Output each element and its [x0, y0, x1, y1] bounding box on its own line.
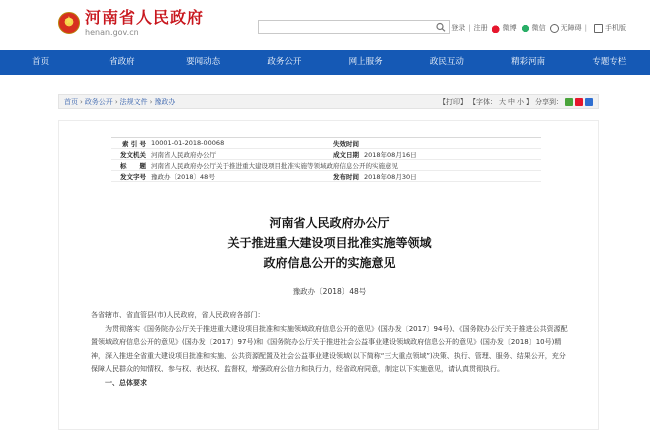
- nav-news[interactable]: 要闻动态: [186, 57, 221, 67]
- meta-value: 10001-01-2018-00068: [151, 139, 225, 147]
- article-title: [59, 213, 600, 273]
- breadcrumb: [64, 97, 175, 107]
- meta-label: 成文日期: [333, 150, 359, 159]
- breadcrumb-bar: [58, 94, 599, 109]
- meta-label: 标 题: [120, 161, 146, 170]
- weibo-icon[interactable]: [492, 24, 501, 33]
- meta-value: 2018年08月16日: [364, 150, 417, 159]
- salutation: 各省辖市、省直管县(市)人民政府，省人民政府各部门：: [91, 311, 265, 319]
- site-domain: henan.gov.cn: [85, 28, 139, 37]
- link-separator: |: [468, 24, 471, 32]
- font-small-button[interactable]: 小: [517, 97, 524, 106]
- nav-topics[interactable]: 专题专栏: [592, 57, 627, 67]
- meta-label: 索 引 号: [121, 139, 146, 148]
- register-link[interactable]: 注册: [473, 24, 488, 32]
- meta-row: [111, 138, 541, 149]
- link-separator: |: [584, 24, 587, 32]
- logo-text: [85, 9, 204, 37]
- share-qq-icon[interactable]: [585, 98, 593, 106]
- document-metadata: [111, 137, 541, 182]
- site-logo[interactable]: [58, 9, 204, 37]
- article-body: [91, 309, 571, 391]
- document-number: 豫政办〔2018〕48号: [292, 287, 367, 296]
- title-line: 关于推进重大建设项目批准实施等领域: [227, 236, 432, 250]
- meta-label: 发布时间: [333, 172, 359, 181]
- top-links: [451, 23, 626, 33]
- search-icon[interactable]: [435, 22, 447, 32]
- breadcrumb-regulations[interactable]: 法规文件: [119, 97, 148, 106]
- meta-row: [111, 149, 541, 160]
- breadcrumb-gov-affairs[interactable]: 政务公开: [84, 97, 113, 106]
- meta-row: [111, 171, 541, 182]
- mobile-icon[interactable]: [594, 24, 603, 33]
- nav-home[interactable]: 首页: [32, 57, 50, 67]
- wechat-link[interactable]: 微信: [531, 24, 546, 32]
- meta-label: 发文字号: [120, 172, 146, 181]
- meta-label: 发文机关: [120, 150, 146, 159]
- breadcrumb-arrow-icon: ›: [149, 97, 153, 106]
- print-button[interactable]: 【打印】: [439, 97, 467, 106]
- nav-henan[interactable]: 精彩河南: [511, 57, 546, 67]
- section-heading: 一、总体要求: [105, 378, 147, 387]
- weibo-link[interactable]: 微博: [502, 24, 517, 32]
- login-link[interactable]: 登录: [451, 24, 466, 32]
- title-line: 政府信息公开的实施意见: [263, 256, 396, 270]
- body-paragraph: 为贯彻落实《国务院办公厅关于推进重大建设项目批准和实施领域政府信息公开的意见》(国办发〔2017〕94号)、《国务院办公厅关于推进公共资源配置领域政府信息公开的意见》(国办发〔2017〕97号)和《国务院办公厅关于推进社会公益事业建设领域政府信息公开的意见》(国办发〔2018〕10号)精神，深入推进全省重大建设项目批准和实施、公共资源配置及社会公益事业建设领域(以下简称“三大重点领域”)决策、执行、管理、服务、结果公开，充分保障人民群众的知情权、参与权、表达权、监督权，增强政府公信力和执行力，经省政府同意，制定以下实施意见，请认真贯彻执行。: [91, 324, 568, 374]
- mobile-link[interactable]: 手机版: [605, 24, 626, 32]
- site-title: 河南省人民政府: [85, 8, 205, 27]
- search-input[interactable]: [259, 21, 431, 33]
- national-emblem-icon: [58, 12, 80, 34]
- search-box: [258, 20, 450, 34]
- title-line: 河南省人民政府办公厅: [269, 216, 390, 230]
- font-medium-button[interactable]: 中: [508, 97, 515, 106]
- breadcrumb-home[interactable]: 首页: [64, 97, 78, 106]
- share-wechat-icon[interactable]: [565, 98, 573, 106]
- meta-value: 2018年08月30日: [364, 172, 417, 181]
- main-nav: [0, 50, 650, 75]
- nav-online-service[interactable]: 网上服务: [348, 57, 383, 67]
- meta-value: 豫政办〔2018〕48号: [151, 172, 215, 181]
- nav-gov-affairs[interactable]: 政务公开: [244, 50, 325, 75]
- meta-label: 失效时间: [333, 139, 359, 148]
- nav-provincial-gov[interactable]: 省政府: [109, 57, 135, 67]
- wechat-icon[interactable]: [521, 24, 530, 33]
- article-container: [58, 120, 599, 430]
- breadcrumb-arrow-icon: ›: [114, 97, 118, 106]
- share-label: 分享到：: [535, 97, 563, 106]
- breadcrumb-arrow-icon: ›: [80, 97, 83, 106]
- site-header: [0, 0, 650, 50]
- meta-value: 河南省人民政府办公厅: [151, 150, 216, 159]
- meta-row: [111, 160, 541, 171]
- article-tools: [437, 97, 593, 107]
- font-large-button[interactable]: 大: [499, 97, 506, 106]
- share-weibo-icon[interactable]: [575, 98, 583, 106]
- font-size-label: 【字体：: [469, 97, 497, 106]
- accessibility-link[interactable]: 无障碍: [560, 24, 582, 32]
- nav-interaction[interactable]: 政民互动: [429, 57, 464, 67]
- meta-value: 河南省人民政府办公厅关于推进重大建设项目批准实施等领域政府信息公开的实施意见: [151, 161, 398, 170]
- font-size-close: 】: [526, 97, 533, 106]
- accessibility-icon[interactable]: [550, 24, 559, 33]
- breadcrumb-current[interactable]: 豫政办: [154, 97, 176, 106]
